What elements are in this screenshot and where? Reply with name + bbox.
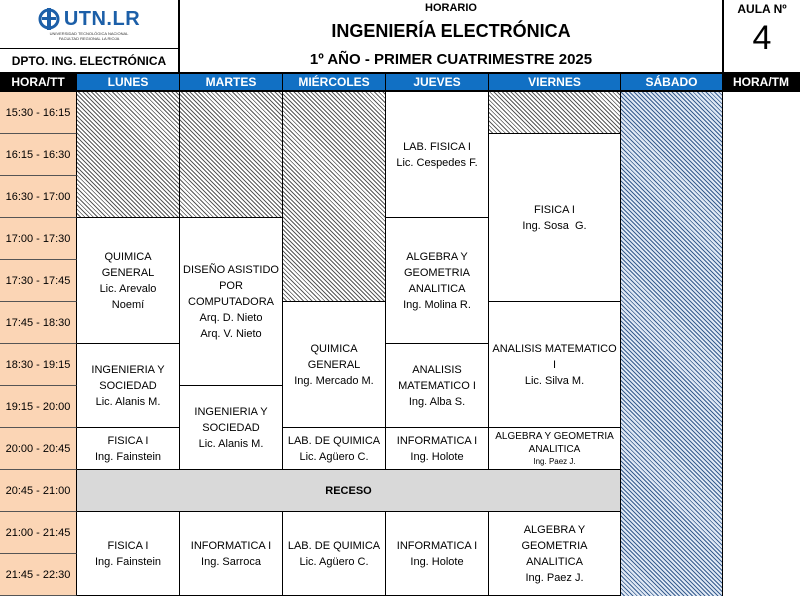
class-line: QUIMICA GENERAL [307,342,361,371]
class-line: COMPUTADORA [188,295,274,308]
class-block-algebra [489,512,621,596]
class-line: MATEMATICO I [398,379,476,392]
empty-slot [180,92,283,218]
class-line: Lic. Silva M. [524,374,585,387]
class-line: POR [219,279,243,292]
time-slot: 17:30 - 17:45 [0,260,77,302]
class-line: ALGEBRA Y GEOMETRIA [495,431,614,442]
class-block-quimica-general [77,218,180,344]
class-block-lab-fisica [386,92,489,218]
class-line: FISICA I [534,203,575,216]
class-line: Lic. Arevalo [99,282,157,295]
class-line: INFORMATICA I [190,539,272,552]
class-line: Ing. Sarroca [201,555,261,568]
logo-text: UTN.LR [63,7,141,30]
class-line: ANALITICA [408,282,466,295]
class-line: Ing. Holote [410,450,464,463]
class-line: Lic. Agüero C. [299,450,369,463]
class-block-lab-quimica [283,428,386,470]
utn-logo-icon [38,8,60,30]
class-line: QUIMICA GENERAL [101,250,155,279]
class-line: LAB. DE QUIMICA [287,539,381,552]
class-line: FISICA I [107,434,149,447]
aula-number: 4 [752,19,772,57]
class-line: Ing. Molina R. [403,298,471,311]
class-line: SOCIEDAD [202,421,260,434]
time-slot: 18:30 - 19:15 [0,344,77,386]
class-line: INFORMATICA I [396,539,478,552]
class-block-fisica [77,512,180,596]
col-header-hora-tm: HORA/TM [723,72,800,92]
class-block-algebra [386,218,489,344]
receso-bar: RECESO [77,470,621,512]
class-line: I [552,358,557,371]
class-line: SOCIEDAD [99,379,157,392]
class-line: Ing. Fainstein [94,450,162,463]
class-block-lab-quimica [283,512,386,596]
class-line: DISEÑO ASISTIDO [183,263,279,276]
class-block-informatica [180,512,283,596]
time-slot: 20:00 - 20:45 [0,428,77,470]
time-slot: 21:00 - 21:45 [0,512,77,554]
class-block-informatica [386,512,489,596]
time-slot: 20:45 - 21:00 [0,470,77,512]
empty-slot [283,92,386,302]
col-header-miercoles: MIÉRCOLES [283,72,386,92]
aula-label: AULA Nº [737,2,787,16]
time-slot: 21:45 - 22:30 [0,554,77,596]
class-line: ANALISIS [412,363,462,376]
class-line: Ing. Alba S. [408,395,466,408]
class-line: Ing. Mercado M. [294,374,374,387]
page-subtitle: 1º AÑO - PRIMER CUATRIMESTRE 2025 [309,50,593,68]
col-header-hora-tt: HORA/TT [0,72,77,92]
aula-box [722,0,800,72]
class-line: INGENIERIA Y [91,363,165,376]
empty-slot [77,92,180,218]
time-slot: 19:15 - 20:00 [0,386,77,428]
class-line: Lic. Cespedes F. [396,156,478,169]
col-header-martes: MARTES [180,72,283,92]
time-slot: 17:00 - 17:30 [0,218,77,260]
page-title: INGENIERÍA ELECTRÓNICA [331,20,571,41]
time-slot: 17:45 - 18:30 [0,302,77,344]
class-line: Arq. D. Nieto [199,311,263,324]
hora-tm-column [723,92,800,596]
class-line: Lic. Agüero C. [299,555,369,568]
class-block-diseno-asistido [180,218,283,386]
col-header-jueves: JUEVES [386,72,489,92]
class-block-fisica [77,428,180,470]
class-block-analisis [489,302,621,428]
logo-subtitle-1: UNIVERSIDAD TECNOLÓGICA NACIONAL [49,30,129,36]
class-line: Lic. Alanis M. [95,395,161,408]
empty-slot [489,92,621,134]
class-line: ANALISIS MATEMATICO [492,342,617,355]
class-line: Ing. Holote [410,555,464,568]
class-block-algebra [489,428,621,470]
class-line: Arq. V. Nieto [200,327,262,340]
class-block-ingenieria-sociedad [77,344,180,428]
class-block-analisis [386,344,489,428]
logo-subtitle-2: FACULTAD REGIONAL LA RIOJA [58,35,120,41]
class-line: Ing. Paez J. [525,571,584,584]
class-line: INFORMATICA I [396,434,478,447]
department-label: DPTO. ING. ELECTRÓNICA [0,48,180,72]
class-block-informatica [386,428,489,470]
class-line: GEOMETRIA [403,266,470,279]
class-line: FISICA I [107,539,149,552]
class-block-quimica-general [283,302,386,428]
class-line: INGENIERIA Y [194,405,268,418]
col-header-viernes: VIERNES [489,72,621,92]
class-line: ALGEBRA Y [406,250,468,263]
class-line: Ing. Sosa G. [522,219,587,232]
time-slot: 16:15 - 16:30 [0,134,77,176]
time-slot: 15:30 - 16:15 [0,92,77,134]
class-line: Ing. Fainstein [94,555,162,568]
class-block-ingenieria-sociedad [180,386,283,470]
saturday-column [621,92,723,596]
time-slot: 16:30 - 17:00 [0,176,77,218]
class-line: LAB. FISICA I [403,140,471,153]
class-line: Noemí [111,298,145,311]
class-block-fisica [489,134,621,302]
horario-label: HORARIO [425,2,477,14]
col-header-sabado: SÁBADO [621,72,723,92]
col-header-lunes: LUNES [77,72,180,92]
class-line: ANALITICA [526,555,583,568]
class-line: ANALITICA [528,444,581,455]
class-line: ALGEBRA Y GEOMETRIA [521,523,588,552]
class-line: LAB. DE QUIMICA [287,434,381,447]
class-line: Ing. Paez J. [533,457,576,466]
class-line: Lic. Alanis M. [198,437,264,450]
logo-box [0,0,180,48]
